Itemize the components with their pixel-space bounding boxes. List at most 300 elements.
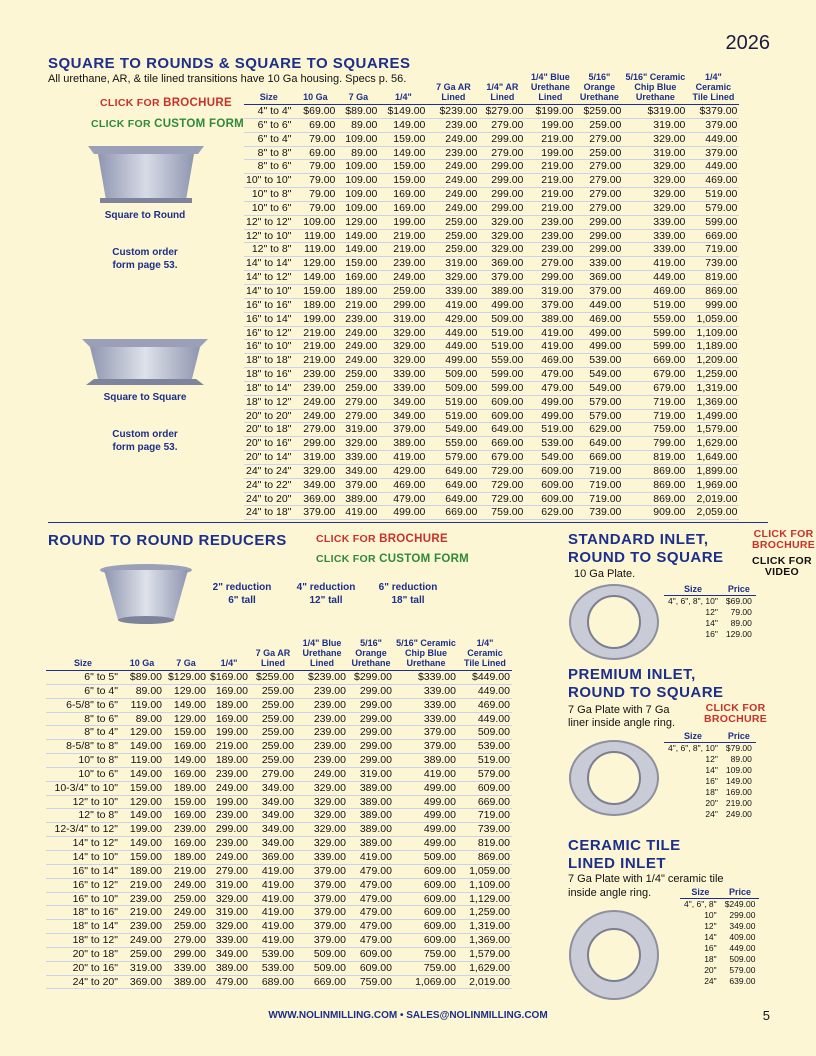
price-cell: 729.00 — [479, 492, 525, 506]
price-cell: 609.00 — [479, 395, 525, 409]
price-cell: 469.00 — [687, 174, 739, 188]
price-cell: 679.00 — [623, 381, 687, 395]
price-cell: $89.00 — [337, 105, 379, 119]
price-cell: 299.00 — [729, 910, 756, 920]
price-cell: 389.00 — [348, 809, 394, 823]
price-cell: 339.00 — [164, 961, 208, 975]
price-cell: 279.00 — [575, 201, 623, 215]
table-row — [244, 368, 739, 382]
price-cell: 609.00 — [394, 906, 458, 920]
price-cell: $79.00 — [725, 743, 752, 753]
table-row — [46, 781, 512, 795]
price-cell: 279.00 — [525, 257, 575, 271]
price-cell: 419.00 — [348, 850, 394, 864]
click-for-custom-form-link[interactable] — [91, 118, 244, 130]
price-cell: 129.00 — [120, 726, 164, 740]
price-cell: 389.00 — [337, 492, 379, 506]
price-cell: 509.00 — [427, 381, 479, 395]
premium-inlet-desc-line1: 7 Ga Plate with 7 Ga — [568, 704, 670, 716]
column-header: Size — [46, 638, 120, 671]
size-cell: 16" to 14" — [46, 864, 120, 878]
size-cell: 20" to 16" — [46, 961, 120, 975]
size-cell: 12" to 8" — [46, 809, 120, 823]
standard-inlet-brochure-link[interactable] — [752, 529, 815, 551]
price-cell: 609.00 — [525, 478, 575, 492]
premium-inlet-desc-line2: liner inside angle ring. — [568, 717, 676, 729]
price-cell: 579.00 — [458, 767, 512, 781]
price-cell: 219.00 — [525, 201, 575, 215]
table-row — [244, 354, 739, 368]
table-row — [46, 754, 512, 768]
price-cell: 189.00 — [293, 298, 337, 312]
column-header: 5/16" Orange Urethane — [348, 638, 394, 671]
price-cell: 129.00 — [293, 257, 337, 271]
price-cell: $339.00 — [394, 671, 458, 685]
ceramic-inlet-image — [569, 910, 659, 1000]
price-cell: 369.00 — [575, 271, 623, 285]
price-cell: 1,369.00 — [687, 395, 739, 409]
price-cell: 579.00 — [687, 201, 739, 215]
price-cell: $299.00 — [348, 671, 394, 685]
price-cell: 149.00 — [120, 740, 164, 754]
price-cell: 339.00 — [296, 850, 348, 864]
price-cell: 329.00 — [623, 160, 687, 174]
price-cell: 239.00 — [296, 684, 348, 698]
table-row — [244, 146, 739, 160]
price-cell: 79.00 — [293, 201, 337, 215]
price-cell: 599.00 — [479, 368, 525, 382]
price-cell: 319.00 — [525, 284, 575, 298]
price-cell: 329.00 — [296, 837, 348, 851]
price-cell: 189.00 — [208, 754, 250, 768]
price-cell: 669.00 — [296, 975, 348, 989]
price-cell: 499.00 — [394, 795, 458, 809]
price-cell: 89.00 — [337, 146, 379, 160]
premium-inlet-brochure-link[interactable] — [704, 703, 767, 725]
price-cell: 249.00 — [337, 340, 379, 354]
price-cell: 279.00 — [479, 118, 525, 132]
title-line: LINED INLET — [568, 855, 666, 872]
price-cell: 559.00 — [427, 437, 479, 451]
price-cell: 1,069.00 — [394, 975, 458, 989]
price-cell: 419.00 — [427, 298, 479, 312]
link-prefix: CLICK FOR — [705, 702, 766, 714]
price-cell: 329.00 — [479, 215, 525, 229]
price-cell: 249.00 — [337, 326, 379, 340]
table-row — [244, 381, 739, 395]
price-cell: 419.00 — [250, 906, 296, 920]
price-cell: 219.00 — [725, 798, 752, 808]
price-cell: 329.00 — [379, 326, 427, 340]
price-cell: 239.00 — [293, 368, 337, 382]
price-cell: 369.00 — [293, 492, 337, 506]
price-cell: 79.00 — [293, 160, 337, 174]
price-cell: 79.00 — [293, 132, 337, 146]
price-cell: 349.00 — [250, 837, 296, 851]
price-cell: 799.00 — [623, 437, 687, 451]
size-cell: 12" — [704, 921, 717, 931]
table-row — [244, 395, 739, 409]
size-cell: 16" to 10" — [46, 892, 120, 906]
price-cell: 119.00 — [293, 229, 337, 243]
price-cell: 259.00 — [337, 368, 379, 382]
price-cell: 149.00 — [164, 698, 208, 712]
price-cell: 599.00 — [623, 340, 687, 354]
price-cell: 279.00 — [337, 409, 379, 423]
price-cell: 1,209.00 — [687, 354, 739, 368]
price-cell: 189.00 — [164, 781, 208, 795]
price-cell: 249.00 — [296, 767, 348, 781]
column-header: 7 Ga AR Lined — [427, 72, 479, 105]
page-number: 5 — [762, 1008, 770, 1023]
price-cell: 519.00 — [687, 188, 739, 202]
table-row — [46, 684, 512, 698]
price-cell: 669.00 — [427, 506, 479, 520]
size-cell: 20" — [705, 798, 718, 808]
price-cell: 389.00 — [479, 284, 525, 298]
price-cell: 259.00 — [337, 381, 379, 395]
price-cell: 349.00 — [293, 478, 337, 492]
price-cell: 219.00 — [337, 298, 379, 312]
price-cell: 299.00 — [164, 947, 208, 961]
price-cell: 239.00 — [525, 229, 575, 243]
table-row — [244, 271, 739, 285]
size-cell: 20" to 14" — [246, 451, 292, 464]
round-reducer-price-table-wrap — [46, 638, 512, 989]
price-cell: 519.00 — [458, 754, 512, 768]
price-cell: 299.00 — [525, 271, 575, 285]
price-cell: 499.00 — [394, 823, 458, 837]
price-cell: 499.00 — [394, 781, 458, 795]
price-cell: 369.00 — [120, 975, 164, 989]
size-cell: 12" to 10" — [46, 795, 120, 809]
reduction-label-3 — [366, 581, 450, 607]
link-prefix: CLICK FOR — [752, 555, 812, 567]
table-row — [46, 671, 512, 685]
price-cell: 129.00 — [725, 629, 752, 639]
price-cell: 169.00 — [208, 684, 250, 698]
price-cell: 329.00 — [623, 188, 687, 202]
price-cell: 159.00 — [120, 850, 164, 864]
price-cell: 339.00 — [427, 284, 479, 298]
premium-inlet-price-table — [664, 731, 756, 820]
price-cell: 319.00 — [348, 767, 394, 781]
column-header: Size — [664, 584, 722, 596]
table-row — [244, 188, 739, 202]
size-cell: 20" to 20" — [246, 409, 292, 422]
price-cell: 519.00 — [479, 340, 525, 354]
size-cell: 14" — [705, 618, 718, 628]
price-cell: $259.00 — [575, 105, 623, 119]
standard-inlet-video-link[interactable] — [752, 556, 812, 578]
price-cell: 239.00 — [208, 809, 250, 823]
price-cell: 819.00 — [458, 837, 512, 851]
table-row — [244, 423, 739, 437]
price-cell: 329.00 — [623, 174, 687, 188]
table-row — [46, 934, 512, 948]
price-cell: 479.00 — [525, 381, 575, 395]
size-cell: 16" to 12" — [46, 878, 120, 892]
size-cell: 10" to 6" — [244, 201, 293, 215]
link-prefix: CLICK FOR — [100, 97, 160, 109]
table-row — [664, 754, 756, 765]
table-row — [46, 920, 512, 934]
price-cell: 109.00 — [725, 765, 752, 775]
price-cell: 259.00 — [164, 892, 208, 906]
size-cell: 10-3/4" to 10" — [46, 781, 120, 795]
price-cell: 219.00 — [379, 243, 427, 257]
price-cell: 259.00 — [575, 146, 623, 160]
size-cell: 10" to 6" — [46, 767, 120, 781]
price-cell: 219.00 — [293, 354, 337, 368]
price-cell: 609.00 — [525, 464, 575, 478]
price-cell: 389.00 — [208, 961, 250, 975]
size-cell: 4", 6", 8", 10" — [668, 596, 718, 606]
price-cell: 189.00 — [208, 698, 250, 712]
price-cell: 449.00 — [427, 326, 479, 340]
price-cell: 299.00 — [348, 712, 394, 726]
column-header: 1/4" Blue Urethane Lined — [296, 638, 348, 671]
price-cell: 149.00 — [337, 243, 379, 257]
table-row — [664, 787, 756, 798]
price-cell: 1,649.00 — [687, 451, 739, 465]
price-cell: 549.00 — [427, 423, 479, 437]
price-cell: 329.00 — [293, 464, 337, 478]
table-row — [244, 105, 739, 119]
reduction-amount: 2" reduction — [212, 582, 272, 593]
price-cell: 319.00 — [120, 961, 164, 975]
price-cell: 1,189.00 — [687, 340, 739, 354]
column-header: 5/16" Orange Urethane — [575, 72, 623, 105]
link-label: CUSTOM FORM — [154, 118, 245, 130]
price-cell: 329.00 — [379, 340, 427, 354]
price-cell: 579.00 — [575, 409, 623, 423]
price-cell: 239.00 — [296, 698, 348, 712]
price-cell: 339.00 — [337, 451, 379, 465]
table-row — [680, 910, 759, 921]
price-cell: 259.00 — [427, 229, 479, 243]
price-cell: 609.00 — [479, 409, 525, 423]
price-cell: 109.00 — [337, 188, 379, 202]
price-cell: 279.00 — [337, 395, 379, 409]
size-cell: 20" to 16" — [246, 437, 292, 450]
price-cell: 579.00 — [575, 395, 623, 409]
price-cell: 199.00 — [208, 726, 250, 740]
price-cell: 549.00 — [575, 368, 623, 382]
table-row — [46, 878, 512, 892]
size-cell: 16" — [704, 943, 717, 953]
price-cell: 519.00 — [479, 326, 525, 340]
price-cell: 109.00 — [337, 201, 379, 215]
price-cell: 1,579.00 — [458, 947, 512, 961]
price-cell: 629.00 — [575, 423, 623, 437]
table-row — [244, 326, 739, 340]
table-row — [244, 215, 739, 229]
price-cell: 259.00 — [250, 726, 296, 740]
price-cell: 379.00 — [394, 740, 458, 754]
price-cell: 329.00 — [479, 229, 525, 243]
price-cell: 819.00 — [687, 271, 739, 285]
title-line: PREMIUM INLET, — [568, 666, 696, 683]
click-for-brochure-link[interactable] — [100, 97, 232, 109]
price-cell: 609.00 — [525, 492, 575, 506]
price-cell: 669.00 — [458, 795, 512, 809]
price-cell: 329.00 — [296, 781, 348, 795]
price-cell: 609.00 — [394, 878, 458, 892]
table-row — [244, 160, 739, 174]
size-cell: 8-5/8" to 8" — [46, 740, 120, 754]
price-cell: 679.00 — [623, 368, 687, 382]
ceramic-inlet-title — [568, 837, 681, 873]
price-cell: 329.00 — [296, 823, 348, 837]
price-cell: 109.00 — [293, 215, 337, 229]
price-cell: 579.00 — [729, 965, 756, 975]
price-cell: 449.00 — [575, 298, 623, 312]
price-cell: 729.00 — [479, 464, 525, 478]
column-header: Price — [722, 731, 756, 743]
table-row — [46, 892, 512, 906]
price-cell: 299.00 — [575, 229, 623, 243]
size-cell: 8" to 6" — [46, 712, 120, 726]
table-header-row — [664, 584, 756, 596]
price-cell: 419.00 — [250, 864, 296, 878]
price-cell: 249.00 — [164, 878, 208, 892]
click-for-brochure-link-reducers[interactable] — [316, 533, 448, 545]
reduction-label-2 — [284, 581, 368, 607]
price-cell: 149.00 — [293, 271, 337, 285]
price-cell: 539.00 — [525, 437, 575, 451]
size-cell: 10" to 8" — [244, 188, 293, 202]
price-cell: 669.00 — [623, 354, 687, 368]
size-cell: 18" to 12" — [46, 934, 120, 948]
column-header: 1/4" Blue Urethane Lined — [525, 72, 575, 105]
price-cell: 1,899.00 — [687, 464, 739, 478]
size-cell: 14" to 10" — [46, 850, 120, 864]
table-row — [46, 740, 512, 754]
price-cell: 369.00 — [479, 257, 525, 271]
reduction-amount: 6" reduction — [378, 582, 438, 593]
title-line: CERAMIC TILE — [568, 837, 681, 854]
price-cell: 329.00 — [427, 271, 479, 285]
price-cell: 239.00 — [525, 243, 575, 257]
premium-inlet-price-wrap — [664, 731, 756, 820]
link-prefix: CLICK FOR — [91, 118, 151, 130]
price-cell: $169.00 — [210, 671, 248, 683]
price-cell: 2,059.00 — [687, 506, 739, 520]
title-line: ROUND TO SQUARE — [568, 549, 724, 566]
price-cell: 419.00 — [250, 920, 296, 934]
price-cell: 609.00 — [394, 920, 458, 934]
price-cell: 449.00 — [458, 712, 512, 726]
price-cell: 1,319.00 — [687, 381, 739, 395]
price-cell: 609.00 — [458, 781, 512, 795]
price-cell: 299.00 — [348, 740, 394, 754]
table-row — [46, 726, 512, 740]
price-cell: 259.00 — [427, 243, 479, 257]
price-cell: 159.00 — [379, 174, 427, 188]
ceramic-inlet-price-table — [680, 887, 759, 987]
price-cell: 109.00 — [337, 174, 379, 188]
price-cell: 509.00 — [296, 947, 348, 961]
table-row — [46, 712, 512, 726]
price-cell: 479.00 — [525, 368, 575, 382]
price-cell: 689.00 — [250, 975, 296, 989]
price-cell: 419.00 — [525, 340, 575, 354]
price-cell: 129.00 — [337, 215, 379, 229]
price-cell: 509.00 — [427, 368, 479, 382]
price-cell: 279.00 — [250, 767, 296, 781]
price-cell: 189.00 — [337, 284, 379, 298]
price-cell: 1,129.00 — [458, 892, 512, 906]
footer-contact[interactable]: WWW.NOLINMILLING.COM • SALES@NOLINMILLING.COM — [268, 1010, 548, 1021]
click-for-custom-form-link-reducers[interactable] — [316, 553, 469, 565]
price-cell: 159.00 — [120, 781, 164, 795]
price-cell: 319.00 — [379, 312, 427, 326]
price-cell: $199.00 — [525, 105, 575, 119]
table-row — [664, 596, 756, 608]
table-row — [664, 629, 756, 640]
link-label: VIDEO — [764, 566, 800, 578]
table-row — [680, 899, 759, 911]
price-cell: 469.00 — [458, 698, 512, 712]
price-cell: 469.00 — [575, 312, 623, 326]
price-cell: 349.00 — [250, 781, 296, 795]
size-cell: 12-3/4" to 12" — [46, 823, 120, 837]
column-header: 1/4" — [379, 72, 427, 105]
size-cell: 24" to 20" — [46, 975, 120, 989]
price-cell: 299.00 — [575, 243, 623, 257]
column-header: 10 Ga — [120, 638, 164, 671]
standard-inlet-price-table — [664, 584, 756, 640]
price-cell: 299.00 — [348, 684, 394, 698]
size-cell: 16" to 16" — [246, 298, 292, 311]
price-cell: 449.00 — [623, 271, 687, 285]
price-cell: 169.00 — [337, 271, 379, 285]
price-cell: 299.00 — [348, 726, 394, 740]
table-row — [680, 976, 759, 987]
size-cell: 18" to 14" — [246, 381, 292, 394]
size-cell: 6" to 4" — [46, 684, 120, 698]
price-cell: 719.00 — [575, 478, 623, 492]
reduction-label-1 — [200, 581, 284, 607]
price-cell: 169.00 — [208, 712, 250, 726]
size-cell: 14" to 12" — [46, 837, 120, 851]
price-cell: 149.00 — [379, 118, 427, 132]
price-cell: 379.00 — [687, 146, 739, 160]
price-cell: 249.00 — [208, 850, 250, 864]
price-cell: 499.00 — [575, 326, 623, 340]
price-cell: 2,019.00 — [458, 975, 512, 989]
price-cell: 469.00 — [525, 354, 575, 368]
column-header: Size — [664, 731, 722, 743]
price-cell: 869.00 — [623, 478, 687, 492]
price-cell: 249.00 — [337, 354, 379, 368]
price-cell: 319.00 — [623, 118, 687, 132]
price-cell: 1,369.00 — [458, 934, 512, 948]
size-cell: 24" to 20" — [246, 492, 292, 505]
round-reducer-image — [98, 562, 194, 626]
square-to-round-note: Custom order form page 53. — [112, 247, 178, 271]
price-cell: 329.00 — [379, 354, 427, 368]
link-label: BROCHURE — [379, 533, 448, 545]
price-cell: 609.00 — [348, 961, 394, 975]
price-cell: 259.00 — [250, 740, 296, 754]
table-row — [680, 932, 759, 943]
price-cell: 499.00 — [427, 354, 479, 368]
price-cell: 69.00 — [293, 146, 337, 160]
size-cell: 4", 6", 8" — [684, 899, 717, 909]
size-cell: 8" to 4" — [46, 726, 120, 740]
